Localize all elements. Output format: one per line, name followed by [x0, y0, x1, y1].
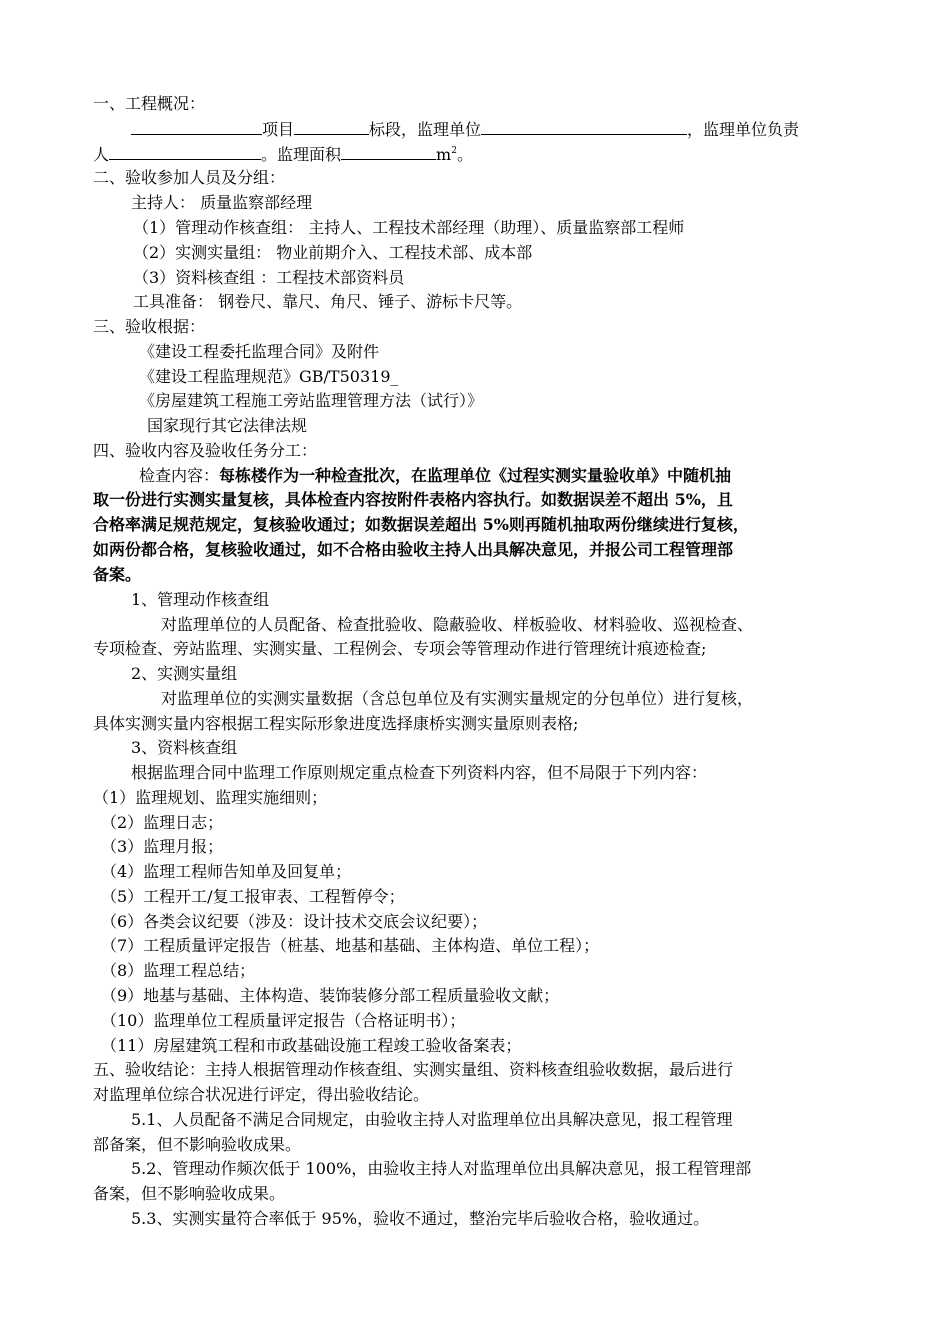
supervision-unit-blank	[481, 117, 687, 135]
document-item: （8）监理工程总结；	[101, 961, 256, 980]
section-3-heading: 三、验收根据：	[93, 317, 206, 336]
group-1-text: 专项检查、旁站监理、实测实量、工程例会、专项会等管理动作进行管理统计痕迹检查;	[93, 639, 707, 658]
host-line: 主持人： 质量监察部经理	[131, 193, 313, 212]
document-item: （1）监理规划、监理实施细则；	[93, 788, 328, 807]
check-content-line: 合格率满足规范规定，复核验收通过；如数据误差超出 5%则再随机抽取两份继续进行复核，	[93, 515, 749, 534]
group-3-intro: 根据监理合同中监理工作原则规定重点检查下列资料内容，但不局限于下列内容：	[131, 763, 708, 782]
project-name-blank	[131, 117, 262, 135]
group-2-line: （2）实测实量组： 物业前期介入、工程技术部、成本部	[133, 243, 533, 262]
document-item: （2）监理日志；	[101, 813, 224, 832]
group-1-title: 1、管理动作核查组	[131, 590, 270, 609]
section-blank	[294, 117, 369, 135]
project-info-line: 项目 标段，监理单位 ，监理单位负责	[131, 117, 799, 143]
document-item: （10）监理单位工程质量评定报告（合格证明书）；	[101, 1011, 466, 1030]
check-content-line: 备案。	[93, 565, 142, 584]
conclusion-item: 备案，但不影响验收成果。	[93, 1184, 286, 1203]
section-4-heading: 四、验收内容及验收任务分工：	[93, 441, 318, 460]
group-3-title: 3、资料核查组	[131, 738, 238, 757]
conclusion-item: 5.2、管理动作频次低于 100%，由验收主持人对监理单位出具解决意见，报工程管理部	[131, 1159, 752, 1178]
document-item: （7）工程质量评定报告（桩基、地基和基础、主体构造、单位工程）；	[101, 936, 600, 955]
conclusion-text: 对监理单位综合状况进行评定，得出验收结论。	[93, 1085, 430, 1104]
check-content-line: 如两份都合格，复核验收通过，如不合格由验收主持人出具解决意见，并报公司工程管理部	[93, 540, 734, 559]
person-area-line: 人 。监理面积 $m^2$。	[93, 142, 473, 168]
section-2-heading: 二、验收参加人员及分组：	[93, 168, 286, 187]
responsible-person-blank	[109, 142, 261, 160]
conclusion-item: 部备案，但不影响验收成果。	[93, 1135, 302, 1154]
group-1-text: 对监理单位的人员配备、检查批验收、隐蔽验收、样板验收、材料验收、巡视检查、	[161, 615, 754, 634]
basis-item: 《建设工程监理规范》GB/T50319_	[139, 367, 399, 386]
document-item: （3）监理月报；	[101, 837, 224, 856]
check-content-line: 检查内容：每栋楼作为一种检查批次，在监理单位《过程实测实量验收单》中随机抽	[139, 466, 732, 485]
section-5-heading: 五、验收结论：主持人根据管理动作核查组、实测实量组、资料核查组验收数据，最后进行	[93, 1060, 734, 1079]
check-content-line: 取一份进行实测实量复核，具体检查内容按附件表格内容执行。如数据误差不超出 5%，且	[93, 490, 733, 509]
area-blank	[341, 142, 436, 160]
group-2-text: 具体实测实量内容根据工程实际形象进度选择康桥实测实量原则表格;	[93, 714, 579, 733]
conclusion-item: 5.3、实测实量符合率低于 95%，验收不通过，整治完毕后验收合格，验收通过。	[131, 1209, 710, 1228]
document-item: （4）监理工程师告知单及回复单；	[101, 862, 352, 881]
basis-item: 《建设工程委托监理合同》及附件	[139, 342, 380, 361]
tools-line: 工具准备： 钢卷尺、靠尺、角尺、锤子、游标卡尺等。	[133, 292, 523, 311]
group-2-text: 对监理单位的实测实量数据（含总包单位及有实测实量规定的分包单位）进行复核，	[161, 689, 754, 708]
conclusion-item: 5.1、人员配备不满足合同规定，由验收主持人对监理单位出具解决意见，报工程管理	[131, 1110, 733, 1129]
section-1-heading: 一、工程概况：	[93, 94, 206, 113]
basis-item: 国家现行其它法律法规	[147, 416, 308, 435]
basis-item: 《房屋建筑工程施工旁站监理管理方法（试行）》	[139, 391, 484, 410]
document-item: （11）房屋建筑工程和市政基础设施工程竣工验收备案表；	[101, 1036, 522, 1055]
document-item: （5）工程开工/复工报审表、工程暂停令；	[101, 887, 405, 906]
group-1-line: （1）管理动作核查组： 主持人、工程技术部经理（助理）、质量监察部工程师	[133, 218, 685, 237]
document-item: （9）地基与基础、主体构造、装饰装修分部工程质量验收文献；	[101, 986, 560, 1005]
document-item: （6）各类会议纪要（涉及：设计技术交底会议纪要）；	[101, 912, 488, 931]
group-2-title: 2、实测实量组	[131, 664, 238, 683]
group-3-line: （3）资料核查组 ：工程技术部资料员	[133, 268, 405, 287]
